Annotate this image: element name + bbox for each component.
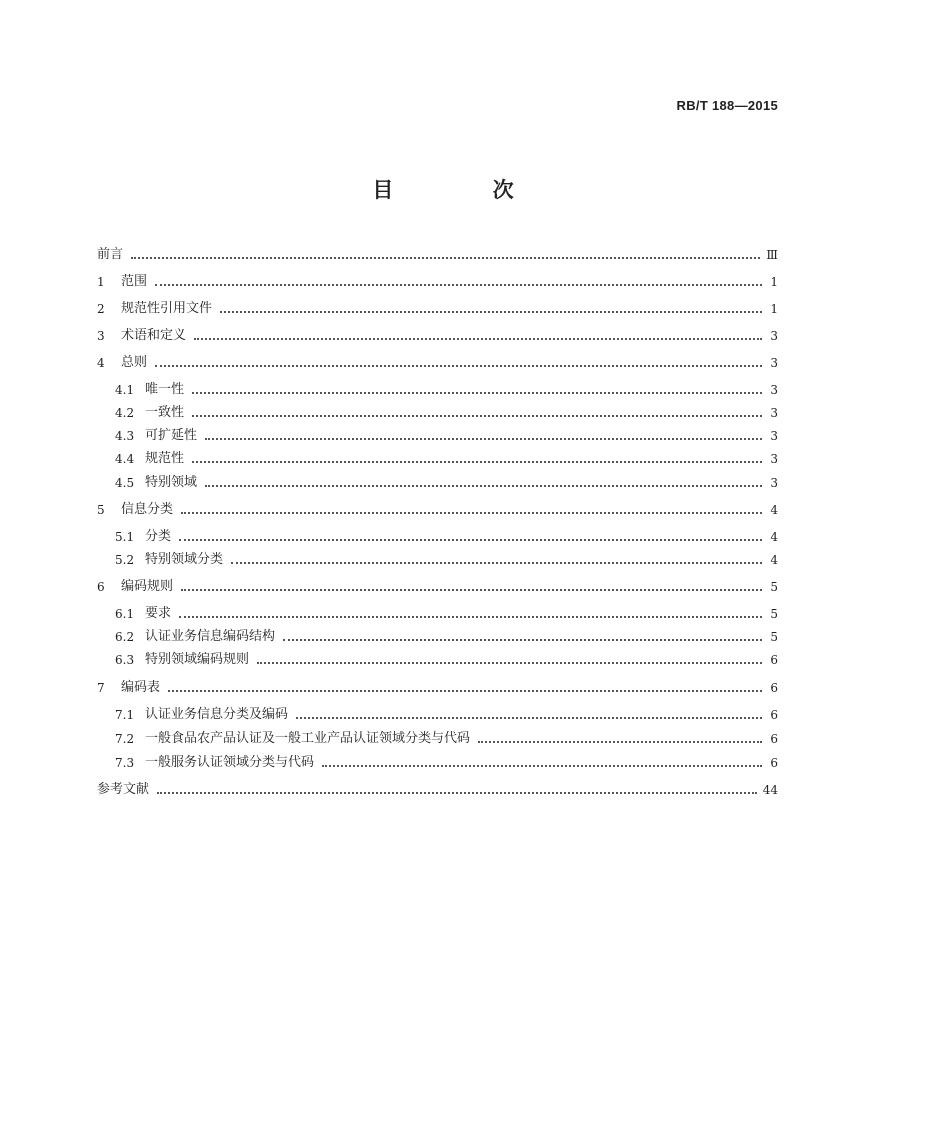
toc-entry-number: 6 — [97, 580, 105, 594]
toc-entry-6[interactable] — [97, 577, 778, 597]
dot-leader — [478, 741, 762, 743]
toc-entry-page: 3 — [770, 452, 778, 466]
toc-entry-title: 编码表 — [121, 680, 161, 695]
toc-entry-4-1[interactable] — [115, 380, 778, 400]
toc-entry-title: 编码规则 — [121, 579, 174, 594]
toc-entry-title: 术语和定义 — [121, 328, 187, 343]
toc-entry-page: 5 — [770, 630, 778, 644]
toc-entry-page: 3 — [770, 406, 778, 420]
toc-entry-title: 总则 — [121, 355, 148, 370]
toc-entry-7-3[interactable] — [115, 753, 778, 773]
toc-entry-number: 4.3 — [115, 429, 135, 443]
toc-entry-title: 范围 — [121, 274, 148, 289]
toc-entry-page: 4 — [770, 503, 778, 517]
toc-entry-number: 5.1 — [115, 530, 135, 544]
toc-entry-page: 5 — [770, 607, 778, 621]
toc-entry-page: 3 — [770, 329, 778, 343]
toc-entry-number: 5.2 — [115, 553, 135, 567]
toc-entry-page: 6 — [770, 732, 778, 746]
toc-entry-6-3[interactable] — [115, 650, 778, 670]
toc-entry-number: 6.3 — [115, 653, 135, 667]
toc-entry-6-2[interactable] — [115, 627, 778, 647]
dot-leader — [179, 616, 762, 618]
dot-leader — [205, 438, 762, 440]
page-title: 目 次 — [372, 178, 560, 202]
toc-entry-page: 1 — [770, 302, 778, 316]
toc-entry-number: 7.3 — [115, 756, 135, 770]
toc-entry-title: 分类 — [145, 529, 172, 544]
toc-entry-page: 1 — [770, 275, 778, 289]
dot-leader — [131, 257, 760, 259]
dot-leader — [155, 365, 762, 367]
toc-entry-page: Ⅲ — [766, 248, 778, 262]
toc-entry-references[interactable] — [97, 780, 778, 800]
dot-leader — [257, 662, 762, 664]
toc-entry-page: 3 — [770, 476, 778, 490]
toc-entry-4-5[interactable] — [115, 473, 778, 493]
toc-entry-4-4[interactable] — [115, 449, 778, 469]
dot-leader — [220, 311, 762, 313]
toc-entry-number: 6.2 — [115, 630, 135, 644]
toc-entry-3[interactable] — [97, 326, 778, 346]
dot-leader — [192, 415, 762, 417]
toc-entry-page: 3 — [770, 429, 778, 443]
toc-entry-page: 6 — [770, 708, 778, 722]
dot-leader — [296, 717, 762, 719]
toc-entry-title: 一般食品农产品认证及一般工业产品认证领域分类与代码 — [145, 731, 471, 746]
toc-entry-title: 特别领域 — [145, 475, 198, 490]
toc-entry-page: 6 — [770, 681, 778, 695]
toc-entry-number: 4 — [97, 356, 105, 370]
toc-entry-7-2[interactable] — [115, 729, 778, 749]
toc-entry-7-1[interactable] — [115, 705, 778, 725]
toc-entry-number: 7.1 — [115, 708, 135, 722]
toc-entry-number: 7 — [97, 681, 105, 695]
standard-number: RB/T 188—2015 — [676, 98, 778, 113]
toc-entry-title: 一般服务认证领域分类与代码 — [145, 755, 315, 770]
toc-entry-title: 要求 — [145, 606, 172, 621]
dot-leader — [283, 639, 762, 641]
toc-entry-2[interactable] — [97, 299, 778, 319]
toc-entry-page: 4 — [770, 530, 778, 544]
toc-entry-title: 认证业务信息分类及编码 — [145, 707, 289, 722]
dot-leader — [181, 512, 762, 514]
dot-leader — [205, 485, 762, 487]
dot-leader — [155, 284, 762, 286]
toc-entry-number: 4.4 — [115, 452, 135, 466]
toc-entry-title: 可扩延性 — [145, 428, 198, 443]
toc-entry-number: 6.1 — [115, 607, 135, 621]
toc-entry-title: 唯一性 — [145, 382, 185, 397]
toc-entry-7[interactable] — [97, 678, 778, 698]
toc-entry-page: 3 — [770, 356, 778, 370]
toc-entry-number: 4.5 — [115, 476, 135, 490]
toc-entry-number: 5 — [97, 503, 105, 517]
toc-entry-4-2[interactable] — [115, 403, 778, 423]
toc-entry-number: 2 — [97, 302, 105, 316]
toc-entry-number: 7.2 — [115, 732, 135, 746]
toc-entry-page: 3 — [770, 383, 778, 397]
dot-leader — [168, 690, 762, 692]
toc-entry-4-3[interactable] — [115, 426, 778, 446]
toc-entry-title: 认证业务信息编码结构 — [145, 629, 276, 644]
dot-leader — [192, 392, 762, 394]
toc-entry-title: 信息分类 — [121, 502, 174, 517]
toc-entry-title: 规范性引用文件 — [121, 301, 213, 316]
toc-entry-title: 特别领域编码规则 — [145, 652, 250, 667]
dot-leader — [194, 338, 762, 340]
toc-entry-page: 6 — [770, 756, 778, 770]
toc-entry-number: 4.1 — [115, 383, 135, 397]
toc-entry-4[interactable] — [97, 353, 778, 373]
dot-leader — [179, 539, 762, 541]
toc-entry-title: 参考文献 — [97, 782, 150, 797]
dot-leader — [157, 792, 757, 794]
dot-leader — [192, 461, 762, 463]
dot-leader — [181, 589, 762, 591]
toc-entry-page: 4 — [770, 553, 778, 567]
toc-entry-5-1[interactable] — [115, 527, 778, 547]
toc-entry-number: 3 — [97, 329, 105, 343]
toc-entry-number: 4.2 — [115, 406, 135, 420]
toc-entry-title: 规范性 — [145, 451, 185, 466]
dot-leader — [322, 765, 762, 767]
toc-entry-5-2[interactable] — [115, 550, 778, 570]
toc-entry-page: 5 — [770, 580, 778, 594]
toc-entry-page: 6 — [770, 653, 778, 667]
dot-leader — [231, 562, 762, 564]
toc-entry-title: 前言 — [97, 247, 124, 262]
toc-entry-foreword[interactable] — [97, 245, 778, 265]
toc-entry-title: 特别领域分类 — [145, 552, 224, 567]
toc-entry-6-1[interactable] — [115, 604, 778, 624]
toc-entry-1[interactable] — [97, 272, 778, 292]
toc-entry-page: 44 — [762, 783, 778, 797]
toc-entry-5[interactable] — [97, 500, 778, 520]
toc-entry-number: 1 — [97, 275, 105, 289]
toc-entry-title: 一致性 — [145, 405, 185, 420]
